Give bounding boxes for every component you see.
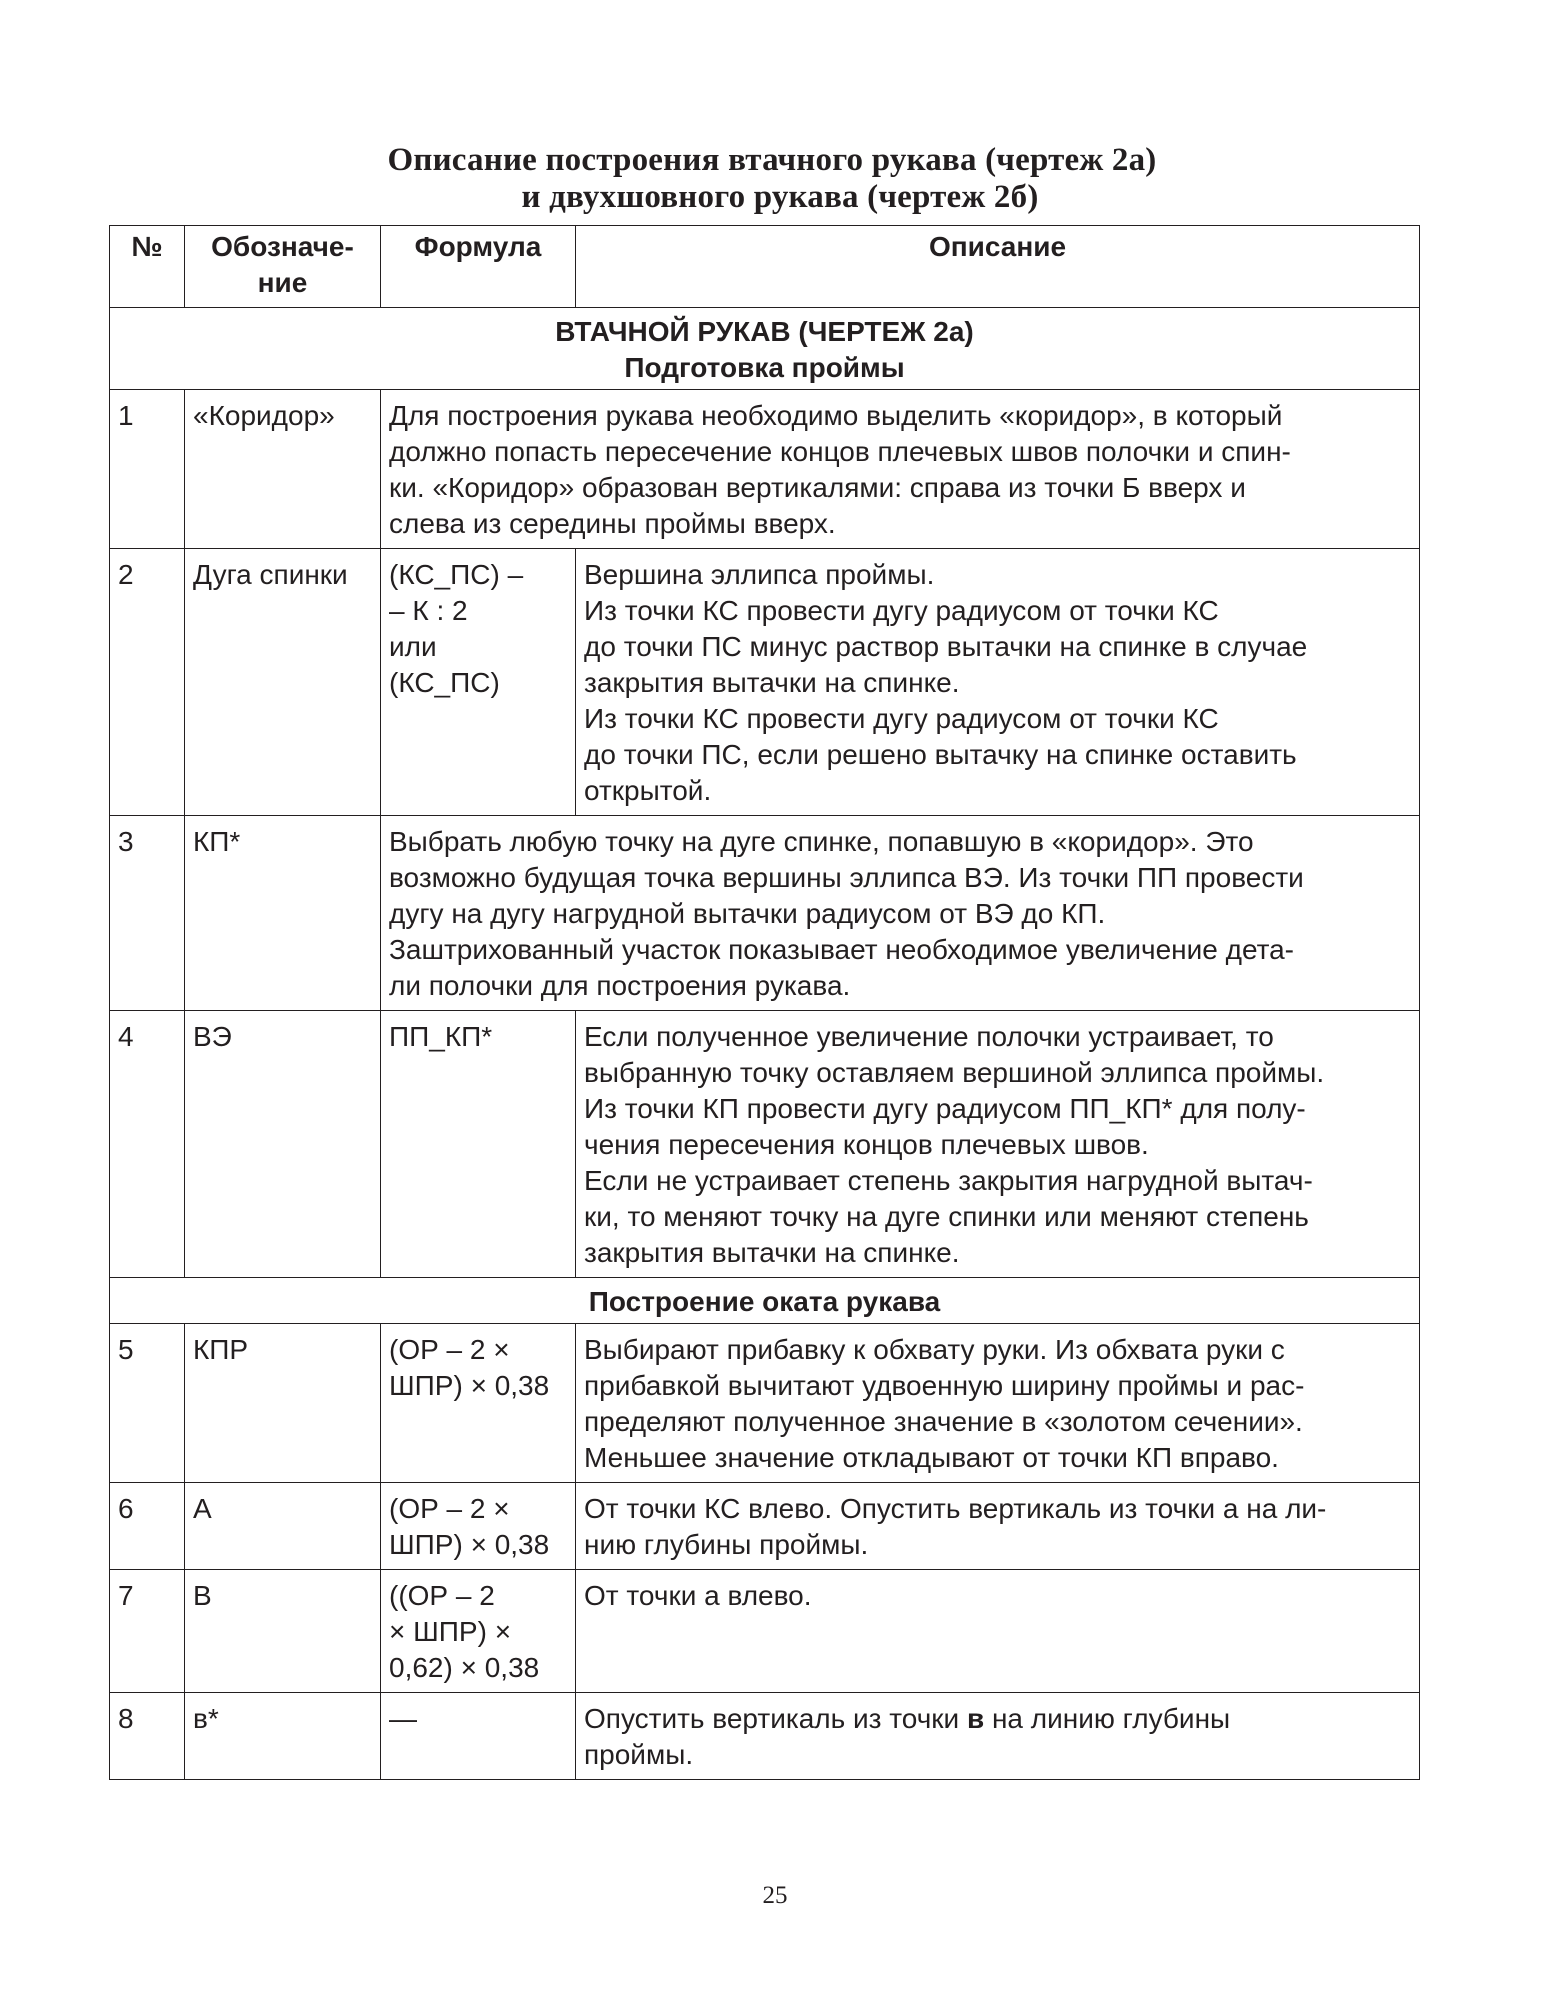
table-row (110, 1324, 1420, 1483)
row-formula (381, 1570, 576, 1693)
row-num: 1 (110, 390, 185, 549)
description-line: слева из середины проймы вверх. (389, 508, 836, 539)
row-designation: КП* (185, 816, 381, 1011)
formula-line: – К : 2 (389, 595, 468, 626)
description-line: От точки а влево. (584, 1580, 812, 1611)
description-line: Заштрихованный участок показывает необходимое увеличение дета- (389, 934, 1295, 965)
header-num: № (110, 226, 185, 308)
description-line: Выбирают прибавку к обхвату руки. Из обхвата руки с (584, 1334, 1285, 1365)
description-line: пределяют полученное значение в «золотом сечении». (584, 1406, 1303, 1437)
row-designation: в* (185, 1693, 381, 1780)
description-line: От точки КС влево. Опустить вертикаль из точки а на ли- (584, 1493, 1327, 1524)
section-subtitle: Подготовка проймы (624, 352, 905, 383)
section-title: ВТАЧНОЙ РУКАВ (ЧЕРТЕЖ 2а) (555, 316, 974, 347)
section-title: Построение оката рукава (588, 1286, 941, 1317)
row-num: 4 (110, 1011, 185, 1278)
description-line: Из точки КП провести дугу радиусом ПП_КП* для полу- (584, 1093, 1306, 1124)
formula-line: (ОР – 2 × (389, 1493, 510, 1524)
description-line: Вершина эллипса проймы. (584, 559, 935, 590)
table-row (110, 1011, 1420, 1278)
header-designation-line: ние (257, 267, 308, 298)
description-line: ли полочки для построения рукава. (389, 970, 851, 1001)
description-line: ки, то меняют точку на дуге спинки или меняют степень (584, 1201, 1309, 1232)
section-row (110, 1278, 1420, 1324)
row-designation: В (185, 1570, 381, 1693)
row-designation: ВЭ (185, 1011, 381, 1278)
formula-line: ((ОР – 2 (389, 1580, 495, 1611)
table-row (110, 1483, 1420, 1570)
formula-line: — (389, 1703, 417, 1734)
description-line: Для построения рукава необходимо выделить «коридор», в который (389, 400, 1283, 431)
description-line: до точки ПС, если решено вытачку на спинке оставить (584, 739, 1297, 770)
description-line: дугу на дугу нагрудной вытачки радиусом от ВЭ до КП. (389, 898, 1106, 929)
row-description (576, 1693, 1420, 1780)
row-num: 7 (110, 1570, 185, 1693)
formula-line: или (389, 631, 437, 662)
table-row (110, 1570, 1420, 1693)
header-designation-line: Обозначе- (211, 231, 354, 262)
description-line: Меньшее значение откладывают от точки КП вправо. (584, 1442, 1279, 1473)
row-description (576, 549, 1420, 816)
title-line-2: и двухшовного рукава (чертеж 2б) (521, 179, 1039, 215)
header-formula: Формула (381, 226, 576, 308)
row-num: 3 (110, 816, 185, 1011)
description-line: Выбрать любую точку на дуге спинке, попавшую в «коридор». Это (389, 826, 1254, 857)
description-line (584, 1701, 1411, 1737)
row-formula (381, 1693, 576, 1780)
row-designation: «Коридор» (185, 390, 381, 549)
row-formula (381, 1324, 576, 1483)
description-line: выбранную точку оставляем вершиной эллипса проймы. (584, 1057, 1325, 1088)
formula-line: ШПР) × 0,38 (389, 1529, 550, 1560)
description-line: закрытия вытачки на спинке. (584, 667, 960, 698)
row-designation: Дуга спинки (185, 549, 381, 816)
description-line: должно попасть пересечение концов плечевых швов полочки и спин- (389, 436, 1291, 467)
description-line: Если полученное увеличение полочки устраивает, то (584, 1021, 1274, 1052)
formula-line: (КС_ПС) – (389, 559, 524, 590)
row-num: 8 (110, 1693, 185, 1780)
row-description (576, 1324, 1420, 1483)
description-line: прибавкой вычитают удвоенную ширину проймы и рас- (584, 1370, 1305, 1401)
description-line: возможно будущая точка вершины эллипса ВЭ. Из точки ПП провести (389, 862, 1304, 893)
description-line: чения пересечения концов плечевых швов. (584, 1129, 1149, 1160)
formula-line: ШПР) × 0,38 (389, 1370, 550, 1401)
row-formula (381, 549, 576, 816)
page-number: 25 (762, 1882, 788, 1909)
row-designation: А (185, 1483, 381, 1570)
section-heading (110, 308, 1420, 390)
formula-line: × ШПР) × (389, 1616, 512, 1647)
row-num: 6 (110, 1483, 185, 1570)
description-bold-point: в (966, 1703, 985, 1734)
row-description (576, 1570, 1420, 1693)
formula-line: (КС_ПС) (389, 667, 500, 698)
description-line: ки. «Коридор» образован вертикалями: справа из точки Б вверх и (389, 472, 1246, 503)
formula-line: 0,62) × 0,38 (389, 1652, 540, 1683)
row-description (576, 1483, 1420, 1570)
header-designation (185, 226, 381, 308)
description-text: на линию глубины (984, 1703, 1231, 1734)
table-header-row (110, 226, 1420, 308)
table-row (110, 390, 1420, 549)
page-title (0, 142, 1550, 216)
description-line: закрытия вытачки на спинке. (584, 1237, 960, 1268)
table-row (110, 816, 1420, 1011)
row-num: 2 (110, 549, 185, 816)
description-line: Если не устраивает степень закрытия нагрудной вытач- (584, 1165, 1313, 1196)
description-line: Из точки КС провести дугу радиусом от точки КС (584, 595, 1219, 626)
row-num: 5 (110, 1324, 185, 1483)
row-designation: КПР (185, 1324, 381, 1483)
description-line: проймы. (584, 1739, 694, 1770)
table-row (110, 549, 1420, 816)
header-description: Описание (576, 226, 1420, 308)
title-line-1: Описание построения втачного рукава (чертеж 2а) (387, 142, 1157, 178)
section-heading (110, 1278, 1420, 1324)
formula-line: (ОР – 2 × (389, 1334, 510, 1365)
section-row (110, 308, 1420, 390)
construction-table (109, 225, 1420, 1780)
row-description (381, 390, 1420, 549)
description-text: Опустить вертикаль из точки (584, 1703, 967, 1734)
row-description (381, 816, 1420, 1011)
description-line: Из точки КС провести дугу радиусом от точки КС (584, 703, 1219, 734)
formula-line: ПП_КП* (389, 1021, 493, 1052)
row-description (576, 1011, 1420, 1278)
table-row (110, 1693, 1420, 1780)
description-line: открытой. (584, 775, 712, 806)
row-formula (381, 1483, 576, 1570)
row-formula (381, 1011, 576, 1278)
description-line: нию глубины проймы. (584, 1529, 869, 1560)
description-line: до точки ПС минус раствор вытачки на спинке в случае (584, 631, 1308, 662)
